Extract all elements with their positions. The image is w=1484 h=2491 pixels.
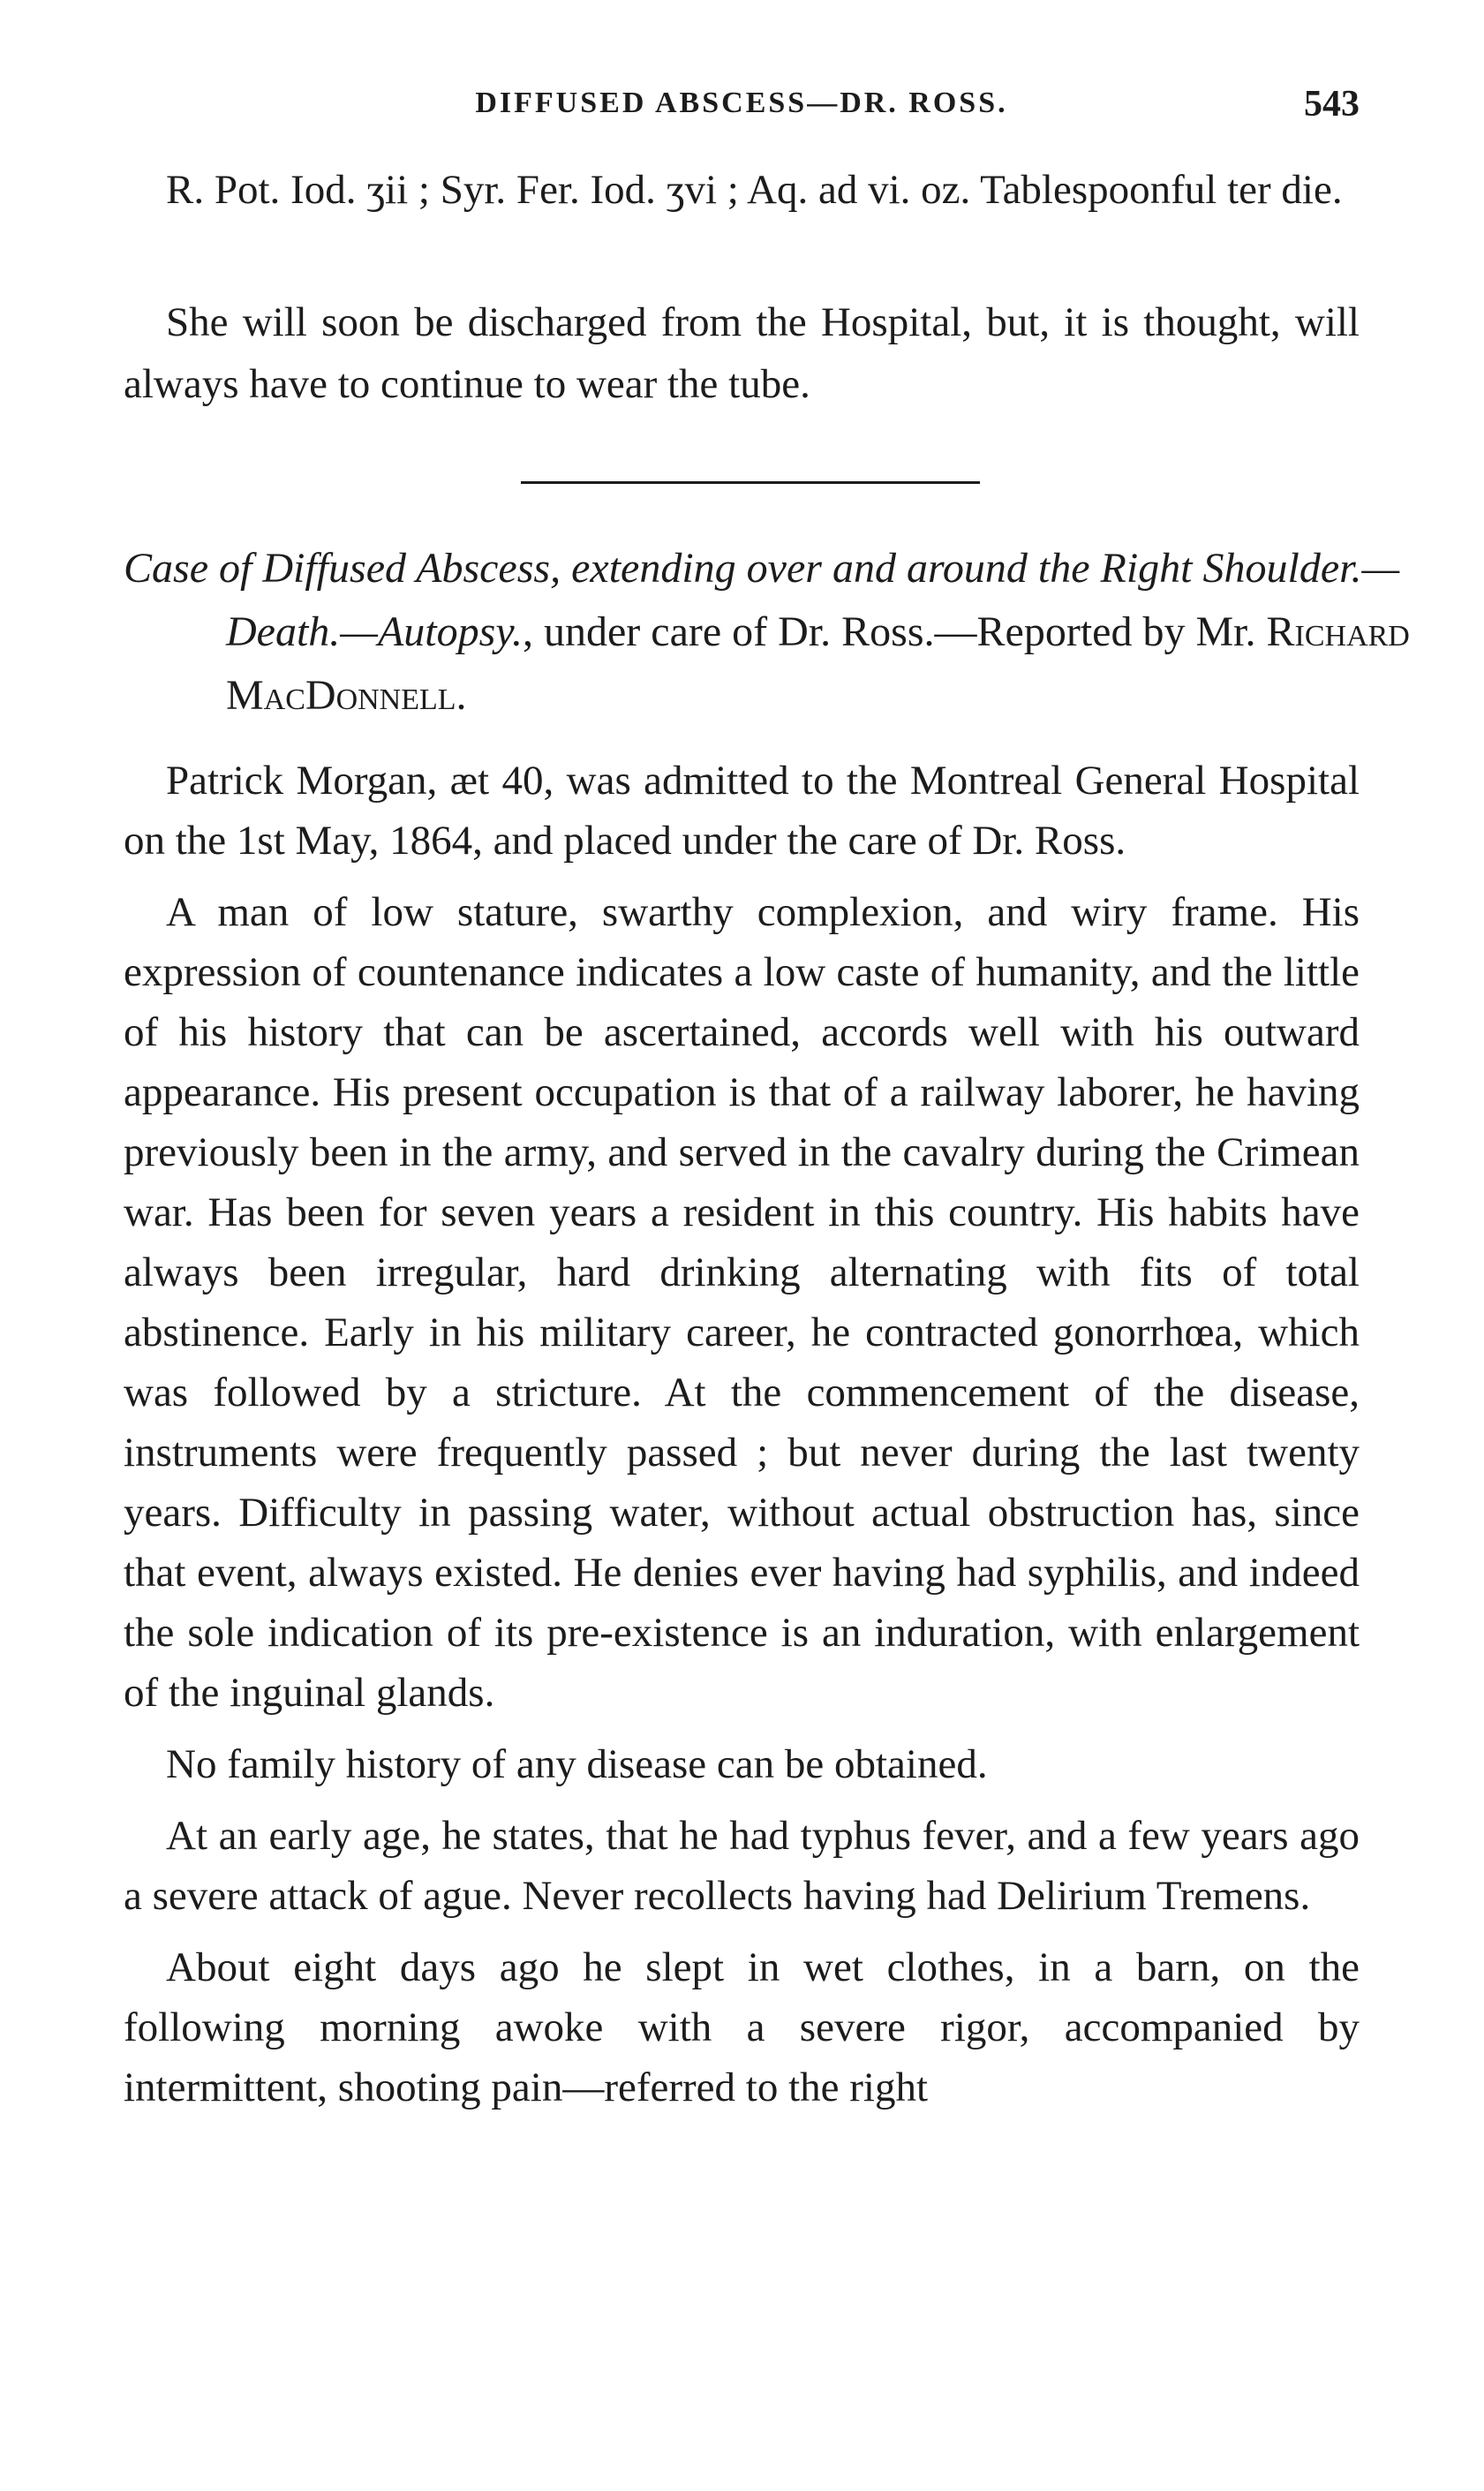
section-divider	[521, 481, 980, 484]
prescription-line: R. Pot. Iod. ʒii ; Syr. Fer. Iod. ʒvi ; Aq. ad vi. oz. Tablespoonful ter die.	[166, 167, 1343, 213]
paragraph-history: A man of low stature, swarthy complexion, and wiry frame. His expression of countenance indicates a low caste of humanity, and the little of his history that can be ascertained, accords well with his outward appearance. His present occupation is that of a railway laborer, he having previously been in the army, and served in the cavalry during the Crimean war. Has been for seven years a resident in this country. His habits have always been irregular, hard drinking alternating with fits of total abstinence. Early in his military career, he contracted gonorrhœa, which was followed by a stricture. At the commencement of the disease, instruments were frequently passed ; but never during the last twenty years. Difficulty in passing water, without actual obstruction has, since that event, always existed. He denies ever having had syphilis, and indeed the sole indication of its pre-existence is an induration, with enlargement of the inguinal glands.	[124, 889, 1360, 1716]
paragraph-early-illness: At an early age, he states, that he had typhus fever, and a few years ago a severe attack of ague. Never recollects having had Delirium Tremens.	[124, 1813, 1360, 1919]
running-head	[124, 84, 1360, 140]
case-body	[124, 751, 1360, 2129]
case-title-italic: Case of Diffused Abscess, extending over and around the Right Shoulder.—Death.—Autopsy.	[124, 545, 1400, 655]
case-title-rest: , under care of Dr. Ross.—Reported by Mr.	[522, 608, 1267, 655]
discharge-paragraph: She will soon be discharged from the Hospital, but, it is thought, will always have to continue to wear the tube.	[124, 299, 1360, 407]
running-title: DIFFUSED ABSCESS—DR. ROSS.	[475, 87, 1008, 119]
paragraph-onset: About eight days ago he slept in wet clothes, in a barn, on the following morning awoke with a severe rigor, accompanied by intermittent, shooting pain—referred to the right	[124, 1944, 1360, 2110]
page-number: 543	[1304, 84, 1360, 125]
paragraph-admission: Patrick Morgan, æt 40, was admitted to the Montreal General Hospital on the 1st May, 1864, and placed under the care of Dr. Ross.	[124, 758, 1360, 864]
paragraph-family-history: No family history of any disease can be obtained.	[166, 1741, 988, 1787]
case-heading	[124, 537, 1462, 728]
reporter-name: Richard MacDonnell.	[226, 608, 1410, 719]
